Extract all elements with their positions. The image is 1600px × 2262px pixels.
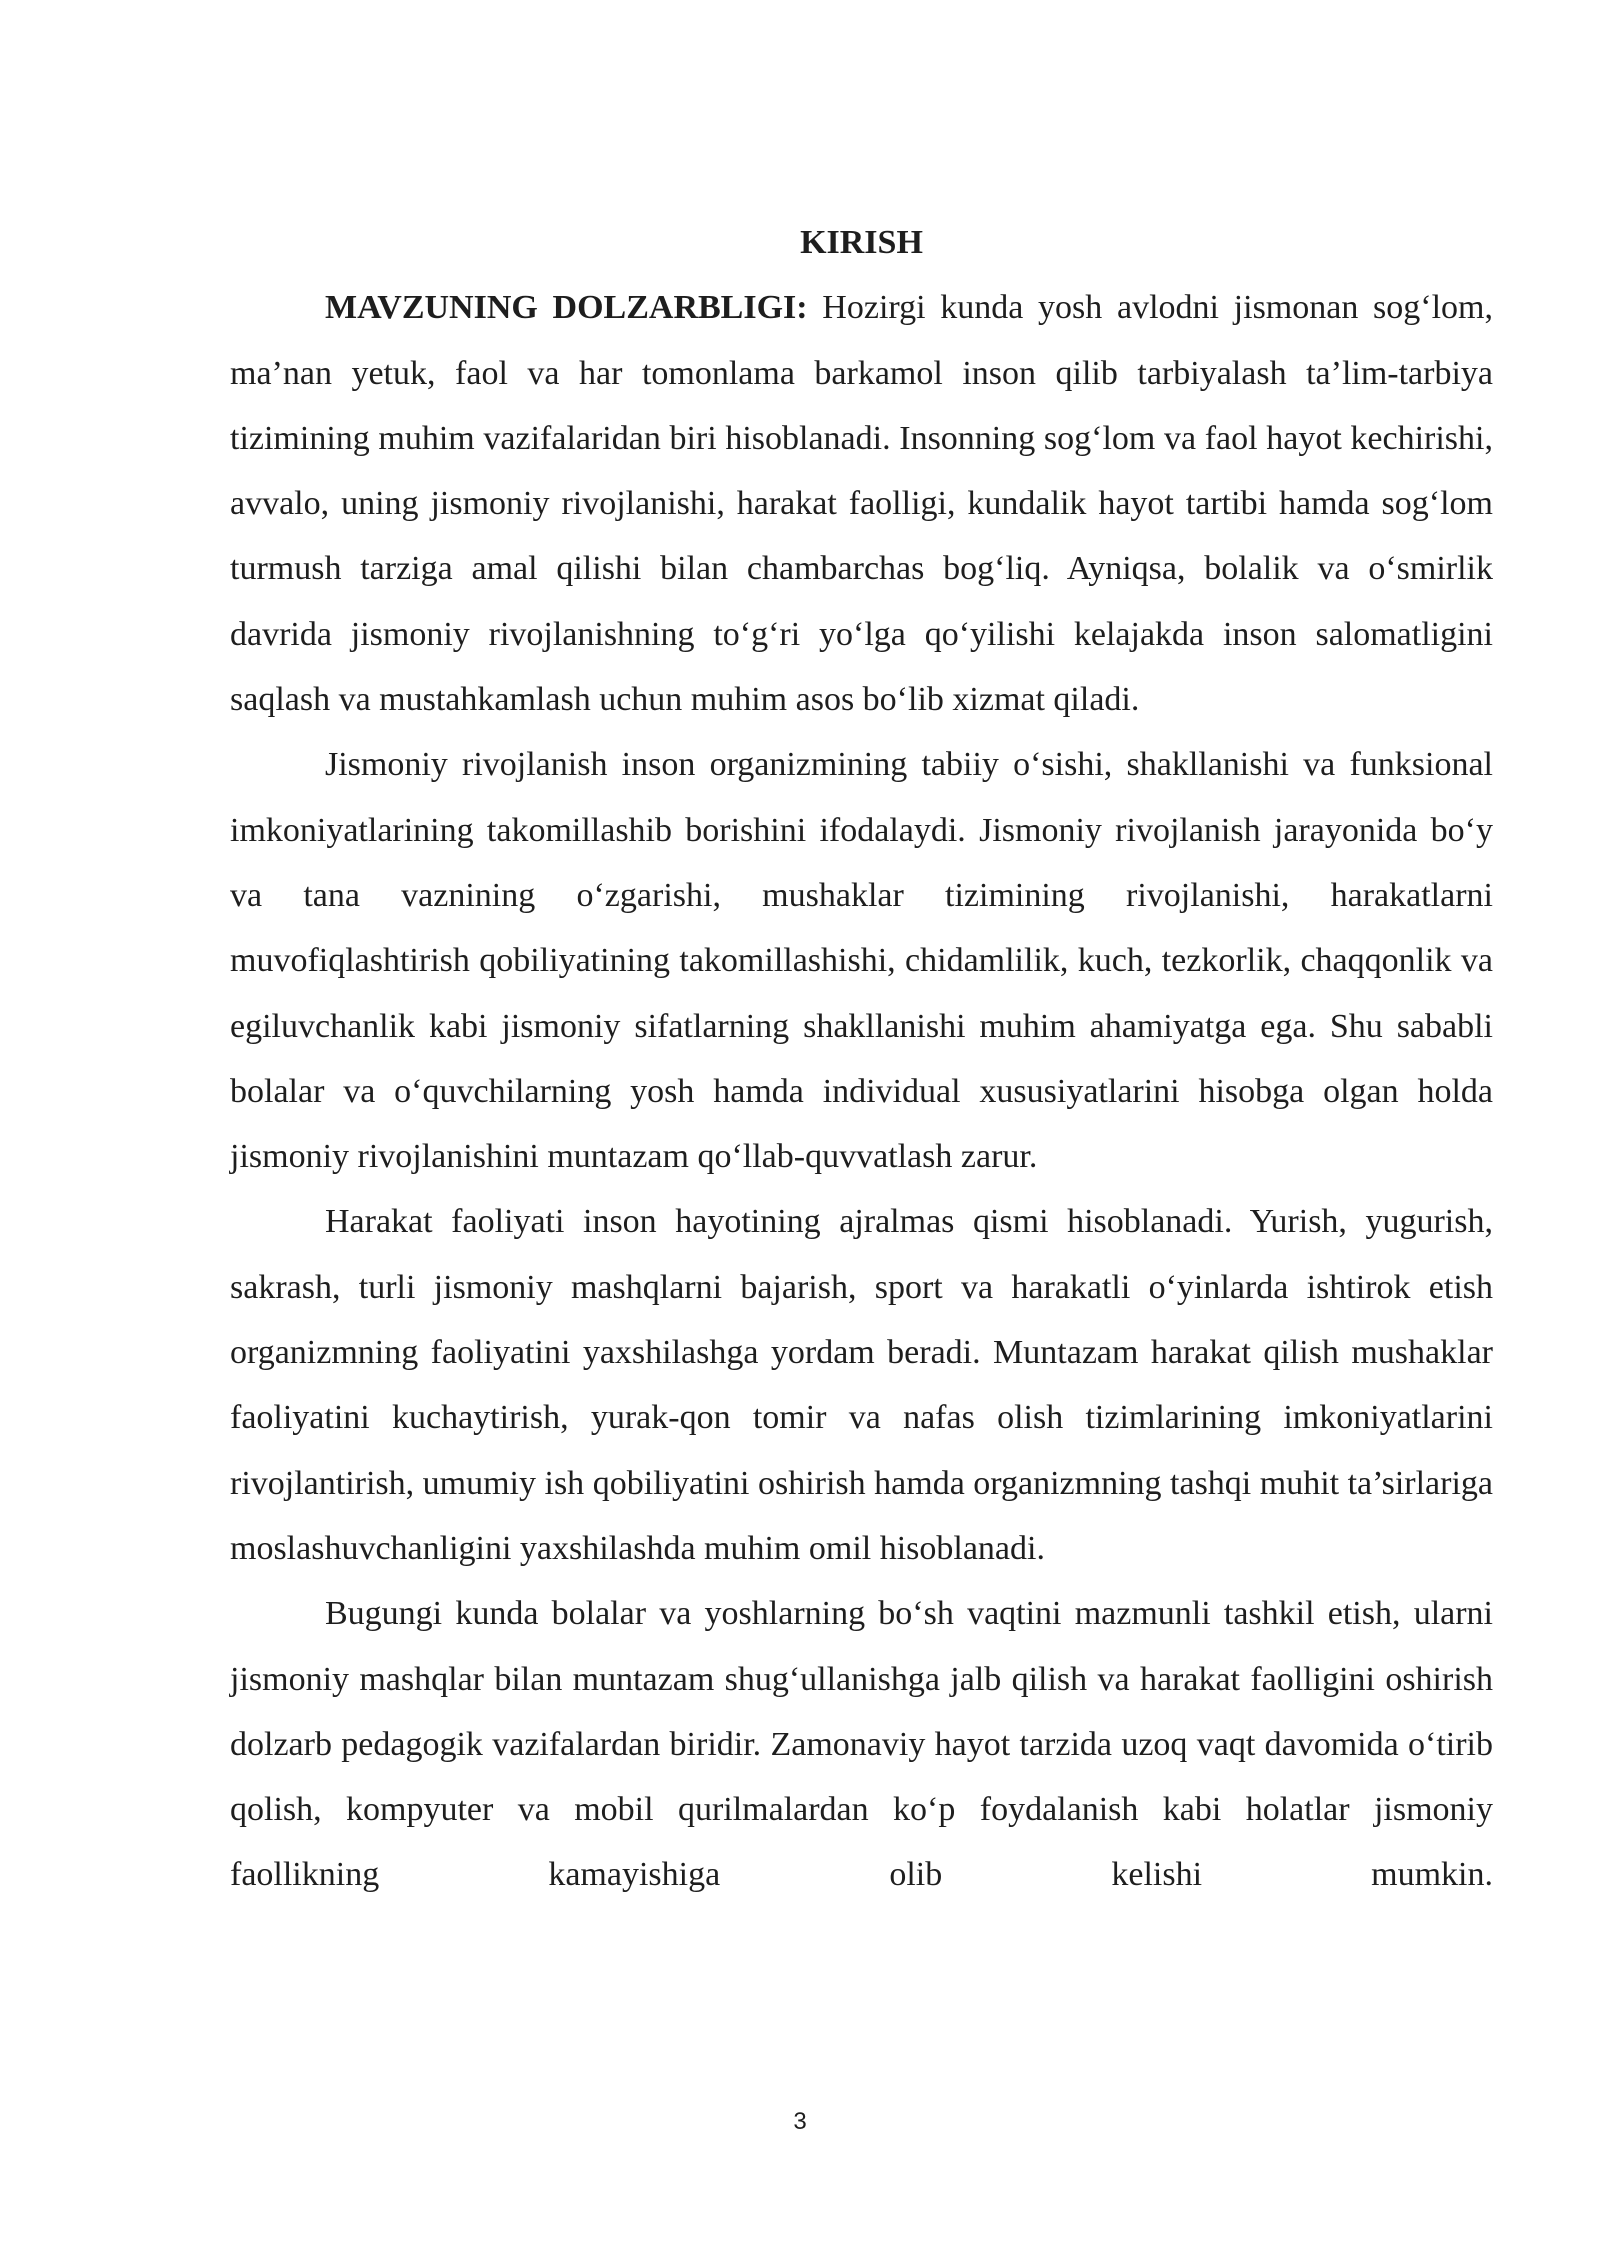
paragraph-4: Bugungi kunda bolalar va yoshlarning bo‘sh vaqtini mazmunli tashkil etish, ularni jismoniy mashqlar bilan muntazam shug‘ullanishga jalb qilish va harakat faolligini oshirish dolzarb pedagogik vazifalardan biridir. Zamonaviy hayot tarzida uzoq vaqt davomida o‘tirib qolish, kompyuter va mobil qurilmalardan ko‘p foydalanish kabi holatlar jismoniy faollikning kamayishiga olib kelishi mumkin. — [230, 1595, 1493, 1894]
paragraph-3: Harakat faoliyati inson hayotining ajralmas qismi hisoblanadi. Yurish, yugurish, sakrash, turli jismoniy mashqlarni bajarish, sport va harakatli o‘yinlarda ishtirok etish organizmning faoliyatini yaxshilashga yordam beradi. Muntazam harakat qilish mushaklar faoliyatini kuchaytirish, yurak-qon tomir va nafas olish tizimlarining imkoniyatlarini rivojlantirish, umumiy ish qobiliyatini oshirish hamda organizmning tashqi muhit ta’sirlariga moslashuvchanligini yaxshilashda muhim omil hisoblanadi. — [230, 1203, 1493, 1567]
section-lead: MAVZUNING DOLZARBLIGI: — [325, 289, 808, 327]
document-page — [230, 210, 1493, 1908]
paragraph-1-text: Hozirgi kunda yosh avlodni jismonan sog‘lom, ma’nan yetuk, faol va har tomonlama barkamol inson qilib tarbiyalash ta’lim-tarbiya tizimining muhim vazifalaridan biri hisoblanadi. Insonning sog‘lom va faol hayot kechirishi, avvalo, uning jismoniy rivojlanishi, harakat faolligi, kundalik hayot tartibi hamda sog‘lom turmush tarziga amal qilishi bilan chambarchas bog‘liq. Ayniqsa, bolalik va o‘smirlik davrida jismoniy rivojlanishning to‘g‘ri yo‘lga qo‘yilishi kelajakda inson salomatligini saqlash va mustahkamlash uchun muhim asos bo‘lib xizmat qiladi. — [230, 289, 1493, 719]
paragraph-1 — [230, 275, 1493, 732]
paragraph-2: Jismoniy rivojlanish inson organizmining tabiiy o‘sishi, shakllanishi va funksional imkoniyatlarining takomillashib borishini ifodalaydi. Jismoniy rivojlanish jarayonida bo‘y va tana vaznining o‘zgarishi, mushaklar tizimining rivojlanishi, harakatlarni muvofiqlashtirish qobiliyatining takomillashishi, chidamlilik, kuch, tezkorlik, chaqqonlik va egiluvchanlik kabi jismoniy sifatlarning shakllanishi muhim ahamiyatga ega. Shu sababli bolalar va o‘quvchilarning yosh hamda individual xususiyatlarini hisobga olgan holda jismoniy rivojlanishini muntazam qo‘llab-quvvatlash zarur. — [230, 746, 1493, 1176]
page-number: 3 — [793, 2108, 807, 2135]
page-title: KIRISH — [800, 224, 923, 261]
